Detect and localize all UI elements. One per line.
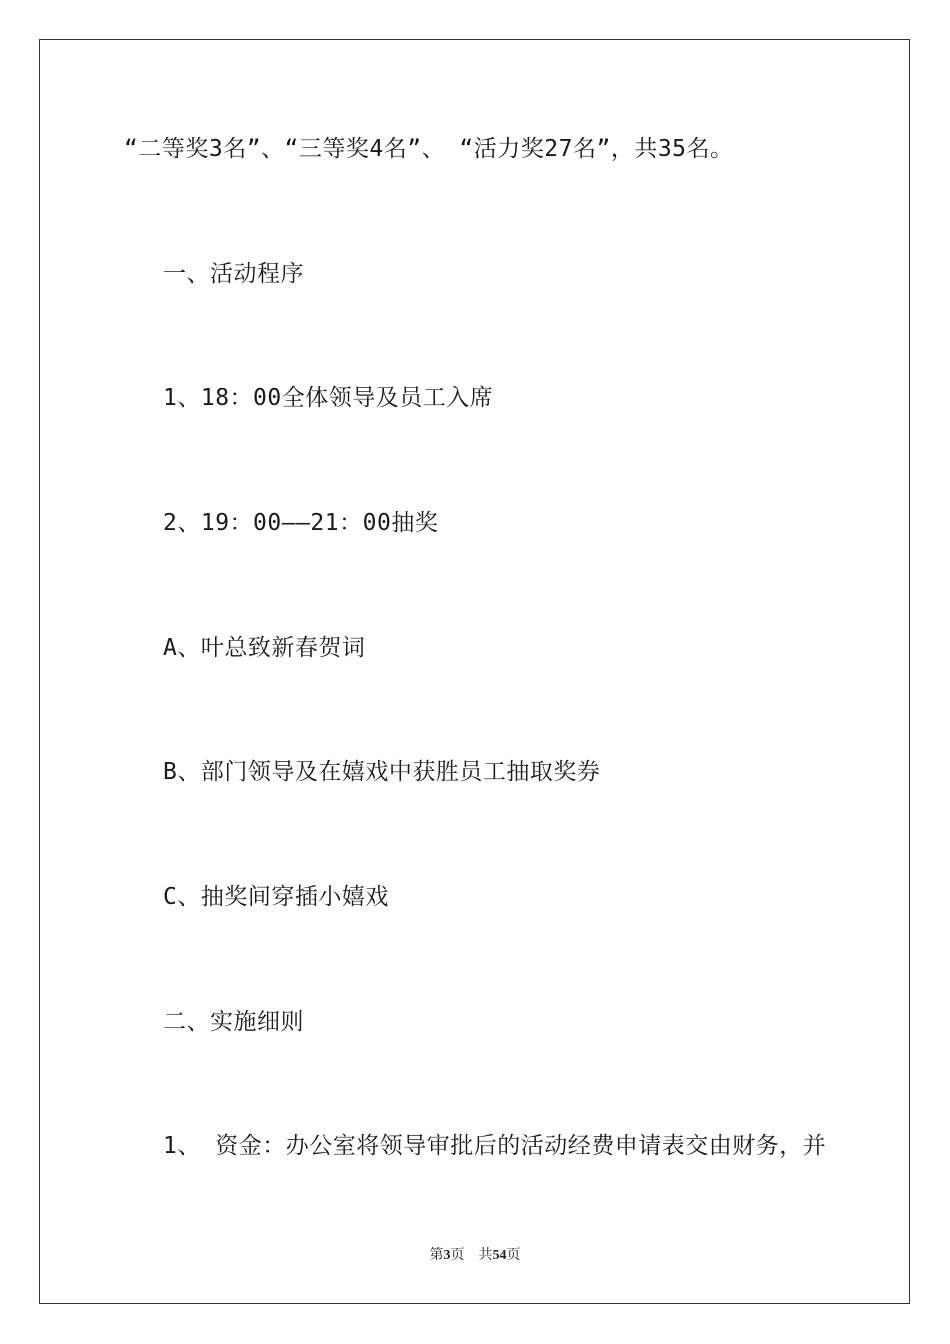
text-line-funding: 1、 资金：办公室将领导审批后的活动经费申请表交由财务，并 [163, 1133, 827, 1159]
text-line-lottery-time: 2、19：00——21：00抽奖 [163, 510, 439, 536]
footer-page-suffix: 页 [450, 1248, 465, 1263]
text-line-seating: 1、18：00全体领导及员工入席 [163, 385, 494, 411]
footer-total-prefix: 共 [478, 1248, 493, 1263]
footer-page-number: 3 [443, 1248, 451, 1263]
footer-page-prefix: 第 [429, 1248, 444, 1263]
footer-total-suffix: 页 [506, 1248, 521, 1263]
text-line-games: C、抽奖间穿插小嬉戏 [163, 884, 389, 910]
heading-implementation-details: 二、实施细则 [163, 1009, 304, 1035]
text-line-draw-tickets: B、部门领导及在嬉戏中获胜员工抽取奖券 [163, 759, 601, 785]
footer-total-pages: 54 [492, 1248, 507, 1263]
text-line-new-year-speech: A、叶总致新春贺词 [163, 635, 366, 661]
page-border [39, 39, 910, 1304]
page-footer [0, 1247, 950, 1265]
heading-activity-program: 一、活动程序 [163, 261, 304, 287]
text-line-prize-summary: “二等奖3名”、“三等奖4名”、 “活力奖27名”，共35名。 [124, 136, 734, 162]
